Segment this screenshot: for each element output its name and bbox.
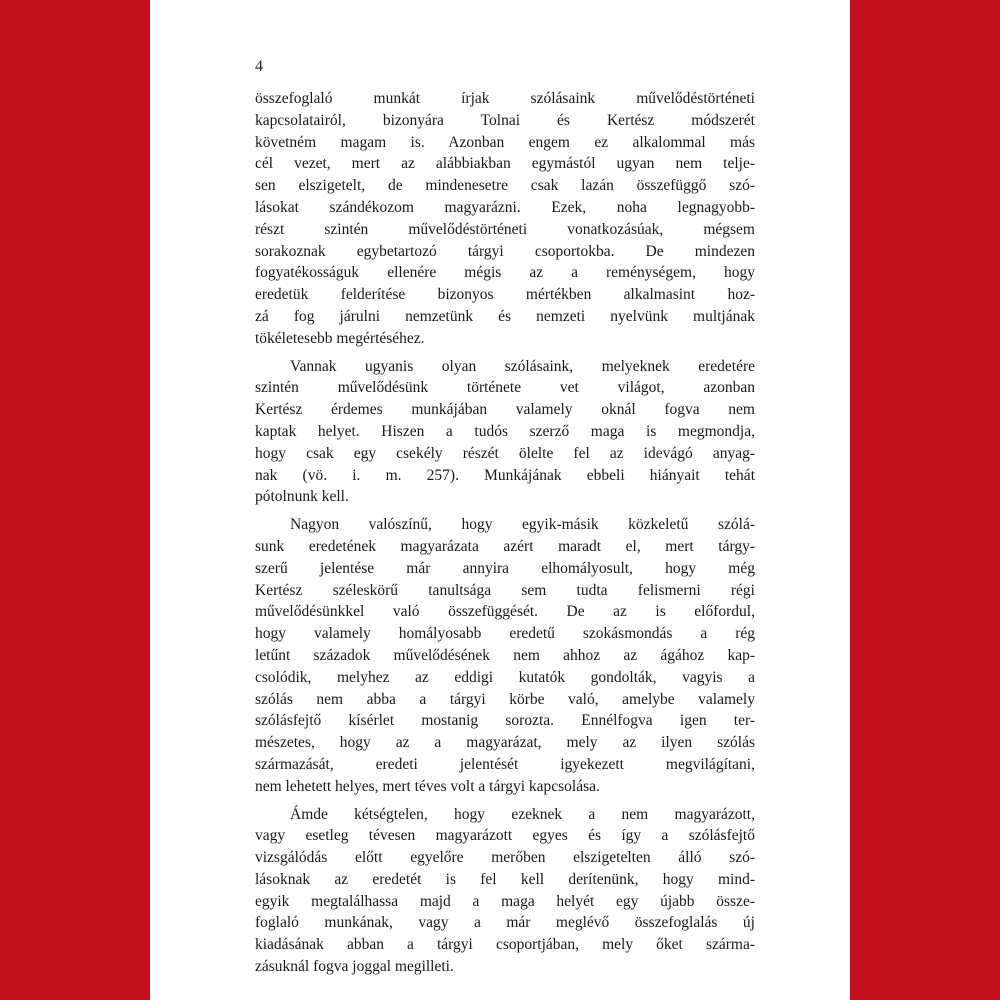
- text-line: sen elszigetelt, de mindenesetre csak lazán összefüggő szó-: [255, 177, 755, 195]
- text-line: követném magam is. Azonban engem ez alkalommal más: [255, 133, 755, 151]
- text-line: foglaló munkának, vagy a már meglévő összefoglalás új: [255, 914, 755, 932]
- text-line: szólásfejtő kísérlet mostanig sorozta. Ennélfogva igen ter-: [255, 712, 755, 730]
- text-line: csolódik, melyhez az eddigi kutatók gondolták, vagyis a: [255, 668, 755, 686]
- text-line: nak (vö. i. m. 257). Munkájának ebbeli hiányait tehát: [255, 466, 755, 484]
- paragraph: [255, 88, 755, 350]
- text-line: sorakoznak egybetartozó tárgyi csoportokba. De mindezen: [255, 242, 755, 260]
- book-page: [150, 0, 850, 1000]
- text-line: kiadásának abban a tárgyi csoportjában, mely őket szárma-: [255, 936, 755, 954]
- text-line: részt szintén művelődéstörténeti vonatkozásúak, mégsem: [255, 220, 755, 238]
- text-line: eredetük felderítése bizonyos mértékben alkalmasint hoz-: [255, 286, 755, 304]
- body-text: [255, 88, 755, 984]
- text-line: vagy esetleg tévesen magyarázott egyes és így a szólásfejtő: [255, 827, 755, 845]
- text-line: pótolnunk kell.: [255, 488, 349, 506]
- text-line: hogy csak egy csekély részét ölelte fel az idevágó anyag-: [255, 444, 755, 462]
- paragraph: [255, 514, 755, 797]
- text-line: mészetes, hogy az a magyarázat, mely az ilyen szólás: [255, 734, 755, 752]
- page-number: 4: [255, 58, 263, 75]
- text-line: cél vezet, mert az alábbiakban egymástól ugyan nem telje-: [255, 155, 755, 173]
- text-line: tökéletesebb megértéséhez.: [255, 329, 425, 347]
- text-line: szintén művelődésünk története vet világot, azonban: [255, 379, 755, 397]
- text-line: nem lehetett helyes, mert téves volt a tárgyi kapcsolása.: [255, 777, 600, 795]
- text-line: szólás nem abba a tárgyi körbe való, amelybe valamely: [255, 690, 755, 708]
- text-line: zá fog járulni nemzetünk és nemzeti nyelvünk multjának: [255, 307, 755, 325]
- text-line: lásoknak az eredetét is fel kell derítenünk, hogy mind-: [255, 870, 755, 888]
- text-line: Ámde kétségtelen, hogy ezeknek a nem magyarázott,: [290, 805, 755, 823]
- text-line: Kertész széleskörű tanultsága sem tudta felismerni régi: [255, 581, 755, 599]
- text-line: lásokat szándékozom magyarázni. Ezek, noha legnagyobb-: [255, 198, 755, 216]
- paragraph: [255, 356, 755, 509]
- text-line: vizsgálódás előtt egyelőre merőben elszigetelten álló szó-: [255, 849, 755, 867]
- text-line: összefoglaló munkát írjak szólásaink művelődéstörténeti: [255, 90, 755, 107]
- text-line: kaptak helyet. Hiszen a tudós szerző maga is megmondja,: [255, 422, 755, 440]
- text-line: kapcsolatairól, bizonyára Tolnai és Kertész módszerét: [255, 111, 755, 129]
- text-line: fogyatékosságuk ellenére mégis az a reménységem, hogy: [255, 264, 755, 282]
- text-line: Kertész érdemes munkájában valamely oknál fogva nem: [255, 401, 755, 419]
- text-line: szerű jelentése már annyira elhomályosult, hogy még: [255, 559, 755, 577]
- paragraph: [255, 804, 755, 978]
- text-line: zásuknál fogva joggal megilleti.: [255, 958, 454, 976]
- text-line: letűnt századok művelődésének nem ahhoz az ágához kap-: [255, 646, 755, 664]
- text-line: egyik megtalálhassa majd a maga helyét egy újabb össze-: [255, 892, 755, 910]
- text-line: származását, eredeti jelentését igyekezett megvilágítani,: [255, 755, 755, 773]
- text-line: Nagyon valószínű, hogy egyik-másik közkeletű szólá-: [290, 516, 755, 534]
- text-line: sunk eredetének magyarázata azért maradt el, mert tárgy-: [255, 537, 755, 555]
- text-line: Vannak ugyanis olyan szólásaink, melyeknek eredetére: [290, 357, 755, 375]
- text-line: hogy valamely homályosabb eredetű szokásmondás a rég: [255, 625, 755, 643]
- text-line: művelődésünkkel való összefüggését. De az is előfordul,: [255, 603, 755, 621]
